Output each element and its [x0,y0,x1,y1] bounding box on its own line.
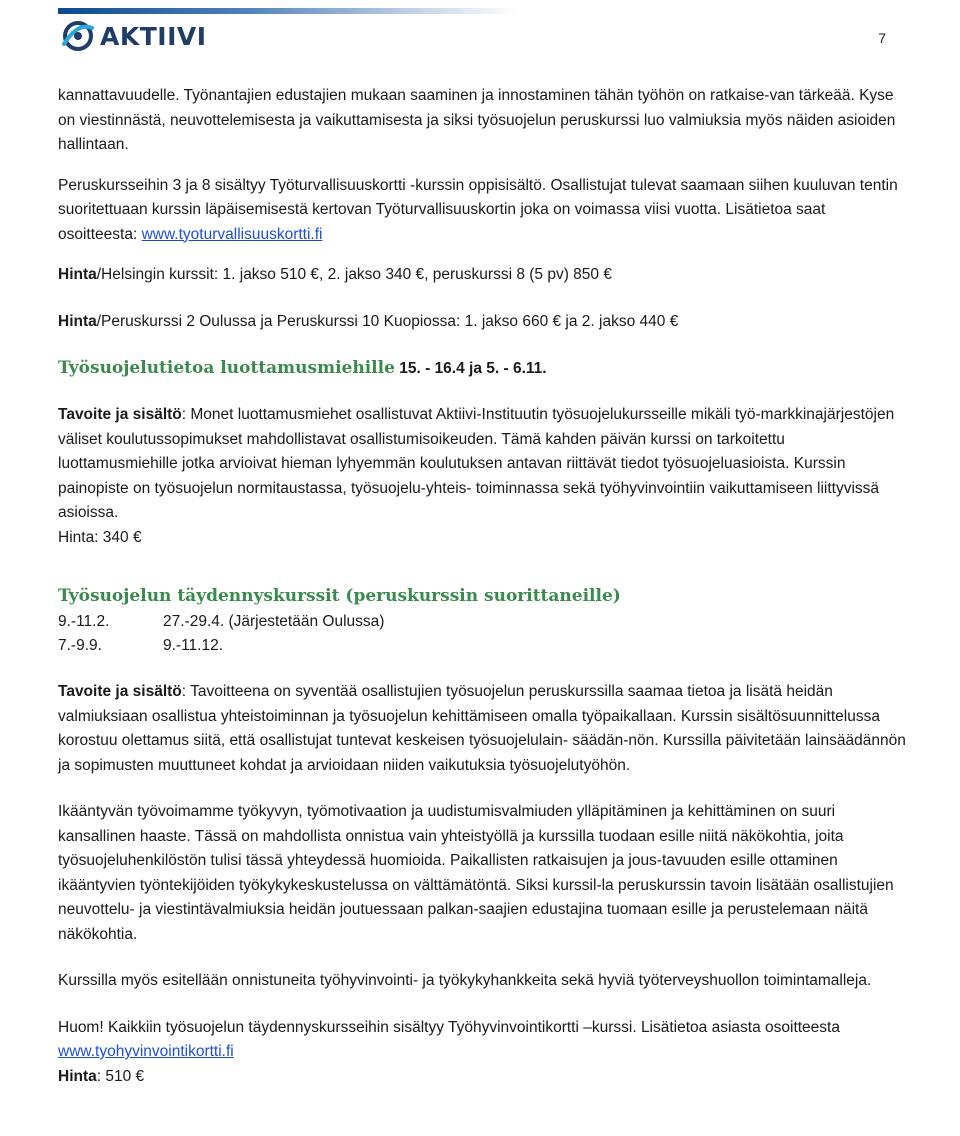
safety-card-text: Peruskursseihin 3 ja 8 sisältyy Työturvallisuuskortti -kurssin oppisisältö. Osallistujat tulevat saamaan siihen kuuluvan tentin suoritettuaan kurssin läpäisemisestä kertovan Työturvallisuuskortin joka on voimassa viisi vuotta. Lisätietoa saat osoitteesta: [58,176,898,243]
course-2-price-text: : 510 € [96,1067,145,1085]
paragraph-note [58,1016,908,1065]
course-2-date: 9.-11.12. [163,637,224,654]
course-1-heading [58,356,908,381]
header-gradient-band [58,8,518,14]
paragraph-intro: kannattavuudelle. Työnantajien edustajien mukaan saaminen ja innostaminen tähän työhön on ratkaise-van tärkeää. Kyse on viestinnästä, neuvottelemisesta ja vaikuttamisesta ja siksi työsuojelun peruskurssi luo valmiuksia myös näiden asioiden hallintaan. [58,87,896,153]
course-1-dates: 15. - 16.4 ja 5. - 6.11. [394,360,547,377]
price-oulu-kuopio-text: /Peruskurssi 2 Oulussa ja Peruskurssi 10 Kuopiossa: 1. jakso 660 € ja 2. jakso 440 € [96,312,679,330]
course-2-dates-row-2 [58,634,908,658]
course-1-goal-text: : Monet luottamusmiehet osallistuvat Aktiivi-Instituutin työsuojelukursseille mikäli työ-markkinajärjestöjen väliset koulutussopimukset mahdollistavat osallistumisoikeuden. Tämä kahden päivän kurssi on tarkoitettu luottamusmiehille jotka arvioivat hieman lyhyemmän koulutuksen antavan riittävät tiedot työsuojeluasioista. Kurssin painopiste on työsuojelun normitaustassa, työsuojelu-yhteis- toiminnassa sekä työhyvinvointiin vaikuttamiseen liittyvissä asioissa. [58,406,895,521]
aktiivi-logo [60,18,207,54]
course-2-goal [58,680,908,778]
price-oulu-kuopio [58,310,908,335]
course-1-goal-label: Tavoite ja sisältö [58,406,182,423]
page-header [0,0,960,70]
course-2-dates-row-1 [58,610,908,634]
course-2-date: 7.-9.9. [58,637,102,654]
price-helsinki-label: Hinta [58,266,97,283]
price-oulu-kuopio-label: Hinta [58,312,97,330]
wellbeing-card-link[interactable]: www.tyohyvinvointikortti.fi [58,1043,234,1060]
course-2-date: 27.-29.4. (Järjestetään Oulussa) [163,613,385,630]
safety-card-link[interactable]: www.tyoturvallisuuskortti.fi [141,225,323,243]
note-text: Huom! Kaikkiin työsuojelun täydennyskursseihin sisältyy Työhyvinvointikortti –kurssi. Lisätietoa asiasta osoitteesta [58,1018,840,1036]
price-helsinki-text: /Helsingin kurssit: 1. jakso 510 €, 2. jakso 340 €, peruskurssi 8 (5 pv) 850 € [96,266,612,283]
paragraph-models: Kurssilla myös esitellään onnistuneita työhyvinvointi- ja työkykyhankkeita sekä hyviä työterveyshuollon toimintamalleja. [58,972,872,989]
course-2-price [58,1065,908,1090]
course-2-heading: Työsuojelun täydennyskurssit (peruskurssin suorittaneille) [58,586,621,606]
course-2-goal-label: Tavoite ja sisältö [58,683,182,700]
course-1-title: Työsuojelutietoa luottamusmiehille [58,358,395,378]
course-1-price: Hinta: 340 € [58,528,142,546]
course-1-goal [58,403,908,526]
document-body [58,84,908,1089]
course-2-goal-text: : Tavoitteena on syventää osallistujien työsuojelun peruskurssilla saamaa tietoa ja lisätä heidän valmiuksiaan osallistua yhteistoiminnan ja työsuojelun kehittämiseen omalla työpaikallaan. Kurssin sisältösuunnittelussa korostuu olettamus siitä, että osallistujat tuntevat keskeisen työsuojelulain- säädän-nön. Kurssilla päivitetään lainsäädännön ja sopimusten muuttuneet kohdat ja arvioidaan niiden vaikutuksia työsuojelutyöhön. [58,683,906,774]
aktiivi-logo-icon [60,18,96,54]
paragraph-aging-workforce: Ikääntyvän työvoimamme työkyvyn, työmotivaation ja uudistumisvalmiuden ylläpitäminen ja kehittäminen on suuri kansallinen haaste. Tässä on mahdollista onnistua vain yhteistyöllä ja kurssilla tuodaan esille niitä näkökohtia, joita työsuojeluhenkilöstön tulisi tässä yhteydessä huomioida. Paikallisten ratkaisujen ja jous-tavuuden esille ottaminen ikääntyvien työntekijöiden työkykykeskustelussa on välttämätöntä. Siksi kurssil-la peruskurssin tavoin lisätään osallistujien neuvottelu- ja viestintävalmiuksia heidän joutuessaan palkan-saajien edustajina tuomaan esille ja perustelemaan näitä näkökohtia. [58,803,894,943]
price-helsinki [58,263,908,288]
page-number: 7 [878,30,886,46]
logo-text: AKTIIVI [100,21,207,51]
paragraph-safety-card [58,174,908,248]
course-2-price-label: Hinta [58,1067,97,1085]
course-2-date: 9.-11.2. [58,613,110,630]
